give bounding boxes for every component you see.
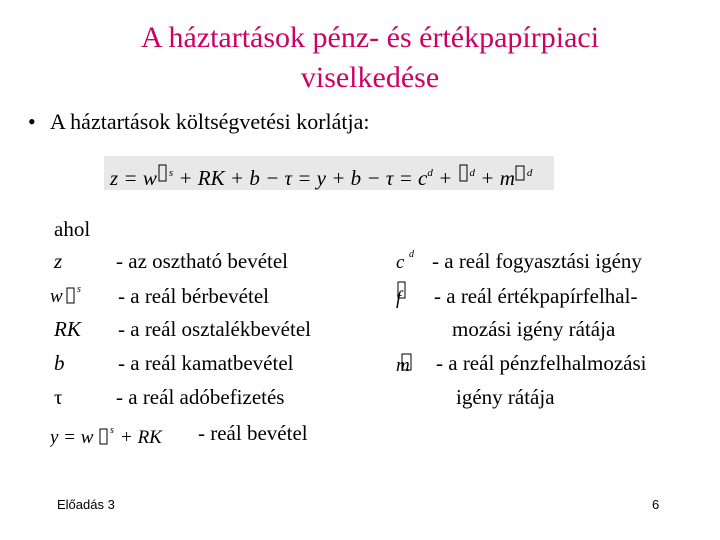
symbol-rk: RK [54, 317, 81, 341]
def-rk: - a reál osztalékbevétel [118, 317, 311, 341]
equation-text: z = w $^s$ + RK + $b - \tau = y + b - \tau = c^d$ + $^d$ + m $^d$ [110, 166, 533, 190]
svg-text:s: s [110, 425, 114, 436]
svg-text:s: s [77, 284, 81, 295]
def-fd-2: mozási igény rátája [452, 317, 616, 341]
symbol-tau: τ [54, 385, 63, 409]
svg-text:+ RK: + RK [120, 427, 162, 448]
symbol-md-icon [396, 350, 426, 383]
symbol-y-formula [50, 422, 190, 455]
title-line-2: viselkedése [300, 61, 440, 94]
def-y: - reál bevétel [198, 421, 308, 445]
def-md-2: igény rátája [456, 385, 555, 409]
bullet-item [28, 108, 370, 136]
symbol-z: z [54, 249, 63, 273]
def-md-1: - a reál pénzfelhalmozási [436, 351, 647, 375]
def-ws: - a reál bérbevétel [118, 284, 269, 308]
def-b: - a reál kamatbevétel [118, 351, 294, 375]
symbol-ws-icon [50, 282, 90, 313]
symbol-fd-icon [396, 278, 426, 313]
page-number: 6 [652, 497, 660, 512]
svg-text:c: c [396, 252, 405, 273]
bullet-dot-icon: • [28, 109, 36, 134]
svg-text:f: f [396, 288, 402, 308]
def-cd: - a reál fogyasztási igény [432, 249, 642, 273]
ahol-label: ahol [54, 217, 91, 241]
svg-text:w: w [50, 286, 63, 307]
budget-constraint-equation [104, 156, 554, 190]
def-tau: - a reál adóbefizetés [116, 385, 285, 409]
symbol-cd-icon [396, 246, 426, 279]
symbol-b: b [54, 351, 65, 375]
svg-text:d: d [409, 249, 414, 260]
footer-lecture: Előadás 3 [57, 497, 115, 512]
def-z: - az osztható bevétel [116, 249, 288, 273]
svg-text:m: m [396, 355, 410, 376]
bullet-text: A háztartások költségvetési korlátja: [50, 109, 370, 134]
svg-text:y = w: y = w [50, 427, 94, 448]
title-line-1: A háztartások pénz- és értékpapírpiaci [140, 21, 600, 54]
def-fd-1: - a reál értékpapírfelhal- [434, 284, 638, 308]
slide-title [90, 18, 650, 98]
